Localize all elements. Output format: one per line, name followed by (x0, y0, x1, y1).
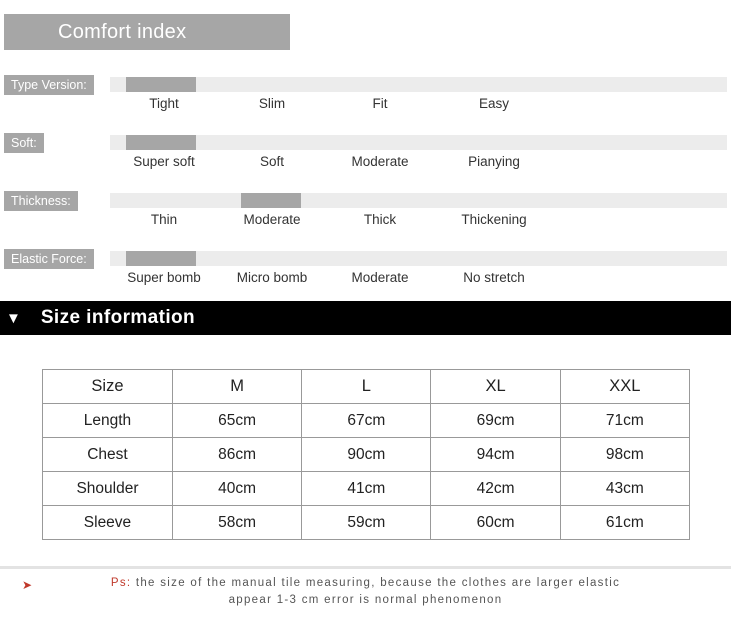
comfort-tick-1: Micro bomb (236, 270, 308, 285)
table-header-cell: XXL (560, 370, 689, 404)
comfort-tick-3: No stretch (463, 270, 525, 285)
comfort-tick-3: Thickening (461, 212, 527, 227)
table-cell: 61cm (560, 506, 689, 540)
table-cell: 40cm (172, 472, 301, 506)
table-cell: 90cm (302, 438, 431, 472)
footer-note-line2: appear 1-3 cm error is normal phenomenon (228, 594, 503, 606)
table-header-row (43, 370, 690, 404)
comfort-row-soft (0, 128, 731, 186)
comfort-tick-2: Thick (363, 212, 397, 227)
comfort-tick-0: Super soft (133, 154, 195, 169)
comfort-row-track (110, 251, 727, 266)
table-cell: Chest (43, 438, 173, 472)
comfort-tick-1: Soft (259, 154, 284, 169)
comfort-row-knob (241, 193, 301, 208)
comfort-row-label: Elastic Force: (4, 249, 94, 269)
comfort-index-title-label: Comfort index (58, 20, 187, 43)
table-header-cell: Size (43, 370, 173, 404)
comfort-row-ticks (110, 212, 727, 227)
comfort-tick-3: Easy (478, 96, 509, 111)
table-header-cell: M (172, 370, 301, 404)
comfort-tick-2: Moderate (351, 154, 409, 169)
footer-note-line1: the size of the manual tile measuring, because the clothes are larger elastic (131, 577, 621, 589)
comfort-row-label: Soft: (4, 133, 44, 153)
table-row (43, 438, 690, 472)
table-cell: Sleeve (43, 506, 173, 540)
table-cell: Length (43, 404, 173, 438)
table-row (43, 506, 690, 540)
table-header-cell: XL (431, 370, 560, 404)
comfort-row-label: Thickness: (4, 191, 78, 211)
comfort-tick-2: Moderate (351, 270, 409, 285)
table-header-cell: L (302, 370, 431, 404)
comfort-row-ticks (110, 96, 727, 111)
arrow-right-icon: ➤ (22, 578, 33, 592)
table-cell: 59cm (302, 506, 431, 540)
comfort-tick-3: Pianying (468, 154, 520, 169)
footer-note (0, 575, 731, 609)
footer-ps-label: Ps: (110, 577, 132, 589)
size-table (42, 369, 690, 540)
comfort-row-label: Type Version: (4, 75, 94, 95)
comfort-row-knob (126, 251, 196, 266)
comfort-row-ticks (110, 154, 727, 169)
comfort-tick-1: Moderate (243, 212, 301, 227)
table-cell: 60cm (431, 506, 560, 540)
comfort-row-ticks (110, 270, 727, 285)
table-cell: 69cm (431, 404, 560, 438)
comfort-tick-0: Super bomb (127, 270, 201, 285)
table-cell: 94cm (431, 438, 560, 472)
comfort-tick-0: Thin (150, 212, 178, 227)
comfort-row-knob (126, 77, 196, 92)
table-row (43, 472, 690, 506)
table-cell: 98cm (560, 438, 689, 472)
table-row (43, 404, 690, 438)
caret-down-icon: ▼ (6, 309, 21, 327)
comfort-row-thickness (0, 186, 731, 244)
table-cell: 58cm (172, 506, 301, 540)
comfort-row-type-version (0, 70, 731, 128)
comfort-row-knob (126, 135, 196, 150)
comfort-tick-0: Tight (149, 96, 179, 111)
comfort-tick-1: Slim (258, 96, 286, 111)
comfort-index-rows (0, 70, 731, 302)
table-cell: 71cm (560, 404, 689, 438)
table-cell: 42cm (431, 472, 560, 506)
comfort-tick-2: Fit (372, 96, 388, 111)
footer-divider (0, 566, 731, 569)
table-cell: 41cm (302, 472, 431, 506)
size-information-header (0, 301, 731, 335)
table-cell: 43cm (560, 472, 689, 506)
table-cell: 67cm (302, 404, 431, 438)
table-cell: 65cm (172, 404, 301, 438)
comfort-row-elastic-force (0, 244, 731, 302)
size-information-title: Size information (40, 307, 196, 328)
comfort-row-track (110, 77, 727, 92)
table-cell: 86cm (172, 438, 301, 472)
table-cell: Shoulder (43, 472, 173, 506)
comfort-index-title (4, 14, 290, 50)
comfort-row-track (110, 193, 727, 208)
comfort-row-track (110, 135, 727, 150)
